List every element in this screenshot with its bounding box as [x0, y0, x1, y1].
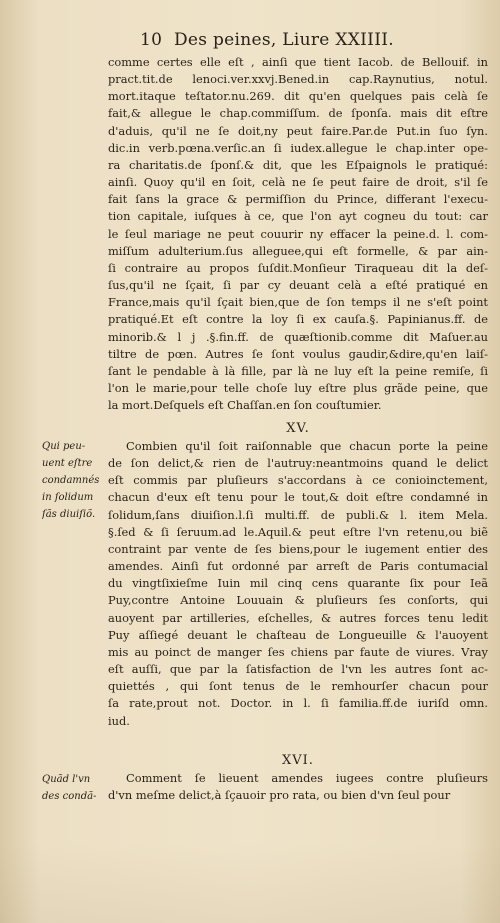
section-xvi-body: [108, 770, 488, 804]
section-xv: [108, 420, 488, 730]
text-line: pratiqué.Et eſt contre la loy ſi ex cauſa.§. Papinianus.ff. de: [108, 312, 488, 327]
text-line: ſa rate,prout not. Doctor. in l. ſi familia.ff.de iuriſd omn.: [108, 696, 488, 711]
margin-note-line: ſãs diuiſiõ.: [42, 509, 96, 520]
text-line: dic.in verb.pœna.verſic.an ſi iudex.allegue le chap.inter ope-: [108, 140, 488, 155]
text-line: de ſon delict,& rien de l'autruy:neantmoins quand le delict: [108, 456, 488, 471]
text-line: tion capitale, iuſques à ce, que l'on ayt cogneu du tout: car: [108, 209, 488, 224]
running-title: Des peines, Liure XXIIII.: [173, 30, 394, 50]
margin-note-line: des condã-: [42, 791, 97, 802]
text-block-continuation: [108, 54, 488, 414]
text-line: fait ſans la grace & permiſſion du Prince, differant l'execu-: [108, 192, 488, 207]
text-line: la mort.Deſquels eſt Chaſſan.en ſon couſtumier.: [108, 398, 382, 413]
text-line: iud.: [108, 713, 130, 728]
margin-note-line: condamnés: [42, 475, 100, 486]
margin-note-xv: [42, 438, 108, 523]
page-shadow: [0, 843, 500, 923]
text-line: ſolidum,ſans diuiſion.l.ſi multi.ff. de publi.& l. item Mela.: [108, 507, 488, 522]
text-line: fait,& allegue le chap.commiſſum. de ſponſa. mais dit eſtre: [108, 106, 488, 121]
margin-note-line: in ſolidum: [42, 492, 94, 503]
text-line: eſt commis par pluſieurs s'accordans à ce conioinctement,: [108, 473, 488, 488]
text-line: ſant le pendable à là fille, par là ne luy eſt la peine remiſe, ſi: [108, 363, 488, 378]
text-line: comme certes elle eſt , ainſi que tient Iacob. de Bellouif. in: [108, 55, 488, 69]
text-line: ſus,qu'il ne ſçait, ſi par cy deuant celà a eſté pratiqué en: [108, 278, 488, 293]
text-line: §.ſed & ſi ſeruum.ad le.Aquil.& peut eſtre l'vn retenu,ou biẽ: [108, 524, 488, 539]
section-xvi-title: XVI.: [282, 753, 314, 768]
text-line: eſt auſſi, que par la ſatisfaction de l'vn les autres ſont ac-: [108, 662, 488, 677]
text-line: Puy aſſiegé deuant le chaſteau de Longueuille & l'auoyent: [108, 627, 488, 642]
text-line: Comment ſe lieuent amendes iugees contre pluſieurs: [126, 771, 488, 785]
section-xvi: [108, 752, 488, 804]
text-line: quiettés , qui ſont tenus de le remhourſer chacun pour: [108, 679, 488, 694]
text-line: pract.tit.de lenoci.ver.xxvj.Bened.in cap.Raynutius, notul.: [108, 72, 488, 87]
margin-note-line: Quãd l'vn: [42, 774, 91, 785]
text-line: Combien qu'il ſoit raiſonnable que chacun porte la peine: [126, 439, 488, 453]
margin-note-line: Qui peu-: [42, 441, 86, 452]
text-line: le ſeul mariage ne peut couurir ny effacer la peine.d. l. com-: [108, 226, 488, 241]
section-xv-title: XV.: [286, 421, 310, 436]
text-line: amendes. Ainſi fut ordonné par arreſt de Paris contumacial: [108, 559, 488, 574]
text-line: ainſi. Quoy qu'il en ſoit, celà ne ſe peut faire de droit, s'il ſe: [108, 175, 488, 190]
text-line: France,mais qu'il ſçait bien,que de ſon temps il ne s'eſt point: [108, 295, 488, 310]
text-line: mis au poinct de manger ſes chiens par faute de viures. Vray: [108, 644, 488, 659]
page-number: 10: [140, 30, 163, 50]
margin-note-line: uent eſtre: [42, 458, 93, 469]
text-line: miſſum adulterium.ſus alleguee,qui eſt formelle, & par ain-: [108, 243, 488, 258]
text-line: contraint par vente de ſes biens,pour le iugement entier des: [108, 541, 488, 556]
text-line: chacun d'eux eſt tenu pour le tout,& doit eſtre condamné in: [108, 490, 488, 505]
text-line: d'vn meſme delict,à ſçauoir pro rata, ou bien d'vn ſeul pour: [108, 788, 451, 803]
text-line: auoyent par artilleries, eſchelles, & autres forces tenu ledit: [108, 610, 488, 625]
section-xv-body: [108, 438, 488, 730]
text-line: Puy,contre Antoine Louuain & pluſieurs ſes conſorts, qui: [108, 593, 488, 608]
text-line: d'aduis, qu'il ne ſe doit,ny peut faire.Par.de Put.in ſuo ſyn.: [108, 123, 488, 138]
text-line: minorib.& l j .§.fin.ff. de quæſtionib.comme dit Maſuer.au: [108, 329, 488, 344]
text-line: tiltre de pœn. Autres ſe ſont voulus gaudir,&dire,qu'en laiſ-: [108, 346, 488, 361]
running-header: [140, 30, 394, 50]
text-line: ra charitatis.de ſponſ.& dit, que les Eſpaignols le pratiqué:: [108, 157, 488, 172]
text-line: ſi contraire au propos ſuſdit.Monſieur Tiraqueau dit la deſ-: [108, 260, 488, 275]
text-line: l'on le marie,pour telle choſe luy eſtre plus grãde peine, que: [108, 380, 488, 395]
text-line: mort.itaque teſtator.nu.269. dit qu'en quelques pais celà ſe: [108, 89, 488, 104]
margin-note-xvi: [42, 771, 108, 805]
text-line: du vingtſixieſme Iuin mil cinq cens quarante ſix pour Ieã: [108, 576, 488, 591]
